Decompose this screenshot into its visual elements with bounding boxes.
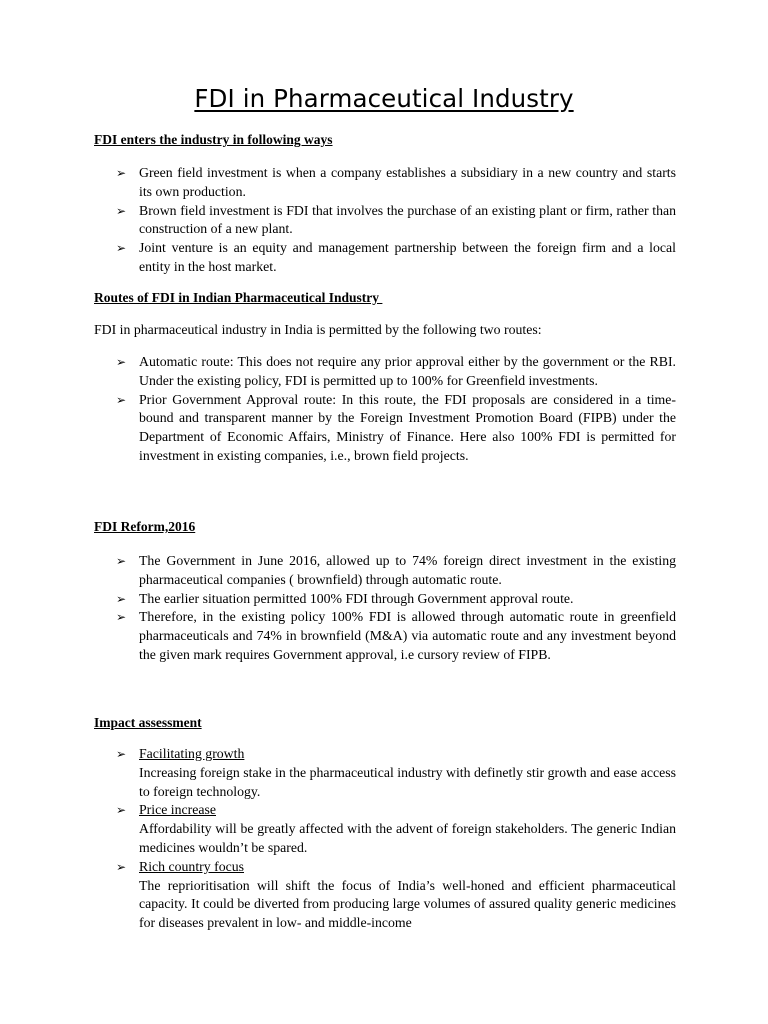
arrow-bullet-icon: ➢ — [116, 203, 127, 218]
list-item — [94, 608, 676, 664]
list-item-text: Therefore, in the existing policy 100% FDI is allowed through automatic route in greenfield pharmaceuticals and 74% in brownfield (M&A) via automatic route and any investment beyond the given mark requires Government approval, i.e cursory review of FIPB. — [139, 609, 676, 662]
list-item-text: Green field investment is when a company establishes a subsidiary in a new country and starts its own production. — [139, 165, 676, 199]
arrow-bullet-icon: ➢ — [116, 166, 127, 180]
impact-item-label: Facilitating growth — [139, 746, 245, 761]
section-heading-routes: Routes of FDI in Indian Pharmaceutical Industry — [94, 290, 383, 305]
arrow-bullet-icon: ➢ — [116, 355, 127, 369]
list-item-text: The Government in June 2016, allowed up to 74% foreign direct investment in the existing pharmaceutical companies ( brownfield) through automatic route. — [139, 553, 676, 587]
list-item-text: Brown field investment is FDI that involves the purchase of an existing plant or firm, rather than construction of a new plant. — [139, 202, 676, 237]
routes-intro-paragraph: FDI in pharmaceutical industry in India is permitted by the following two routes: — [94, 322, 542, 337]
list-item-text: Automatic route: This does not require any prior approval either by the government or the RBI. Under the existing policy, FDI is permitted up to 100% for Greenfield investments. — [139, 354, 676, 388]
impact-list — [94, 745, 676, 933]
impact-item-body: Affordability will be greatly affected with the advent of foreign stakeholders. The generic Indian medicines wouldn’t be spared. — [139, 821, 676, 855]
list-item — [94, 164, 676, 202]
reform-bullet-list — [94, 552, 676, 665]
arrow-bullet-icon: ➢ — [116, 241, 127, 256]
impact-item-body: The reprioritisation will shift the focus of India’s well-honed and efficient pharmaceutical capacity. It could be diverted from producing large volumes of assured quality generic medicines for diseases prevalent in low- and middle-income — [139, 877, 676, 931]
section-heading-entry: FDI enters the industry in following ways — [94, 132, 333, 147]
section-heading-reform: FDI Reform,2016 — [94, 519, 196, 534]
impact-item-label: Rich country focus — [139, 858, 244, 874]
arrow-bullet-icon: ➢ — [116, 591, 127, 606]
list-item — [94, 391, 676, 466]
page-title: FDI in Pharmaceutical Industry — [194, 84, 574, 113]
list-item — [94, 858, 676, 933]
list-item — [94, 590, 676, 609]
routes-bullet-list — [94, 353, 676, 466]
arrow-bullet-icon: ➢ — [116, 803, 127, 818]
arrow-bullet-icon: ➢ — [116, 747, 127, 761]
list-item-text: Prior Government Approval route: In this route, the FDI proposals are considered in a time-bound and transparent manner by the Foreign Investment Promotion Board (FIPB) under the Department of Economic Affairs, Ministry of Finance. Here also 100% FDI is permitted for investment in existing companies, i.e., brown field projects. — [139, 391, 676, 463]
arrow-bullet-icon: ➢ — [116, 610, 127, 625]
list-item — [94, 353, 676, 391]
impact-item-label: Price increase — [139, 802, 216, 818]
list-item — [94, 801, 676, 857]
list-item — [94, 202, 676, 240]
list-item — [94, 239, 676, 277]
arrow-bullet-icon: ➢ — [116, 392, 127, 407]
list-item-text: Joint venture is an equity and management partnership between the foreign firm and a local entity in the host market. — [139, 240, 676, 274]
impact-item-body: Increasing foreign stake in the pharmaceutical industry with definetly stir growth and ease access to foreign technology. — [139, 764, 676, 799]
list-item-text: The earlier situation permitted 100% FDI through Government approval route. — [139, 590, 574, 606]
arrow-bullet-icon: ➢ — [116, 554, 127, 568]
list-item — [94, 745, 676, 801]
list-item — [94, 552, 676, 590]
entry-bullet-list — [94, 164, 676, 277]
section-heading-impact: Impact assessment — [94, 715, 202, 730]
arrow-bullet-icon: ➢ — [116, 859, 127, 874]
